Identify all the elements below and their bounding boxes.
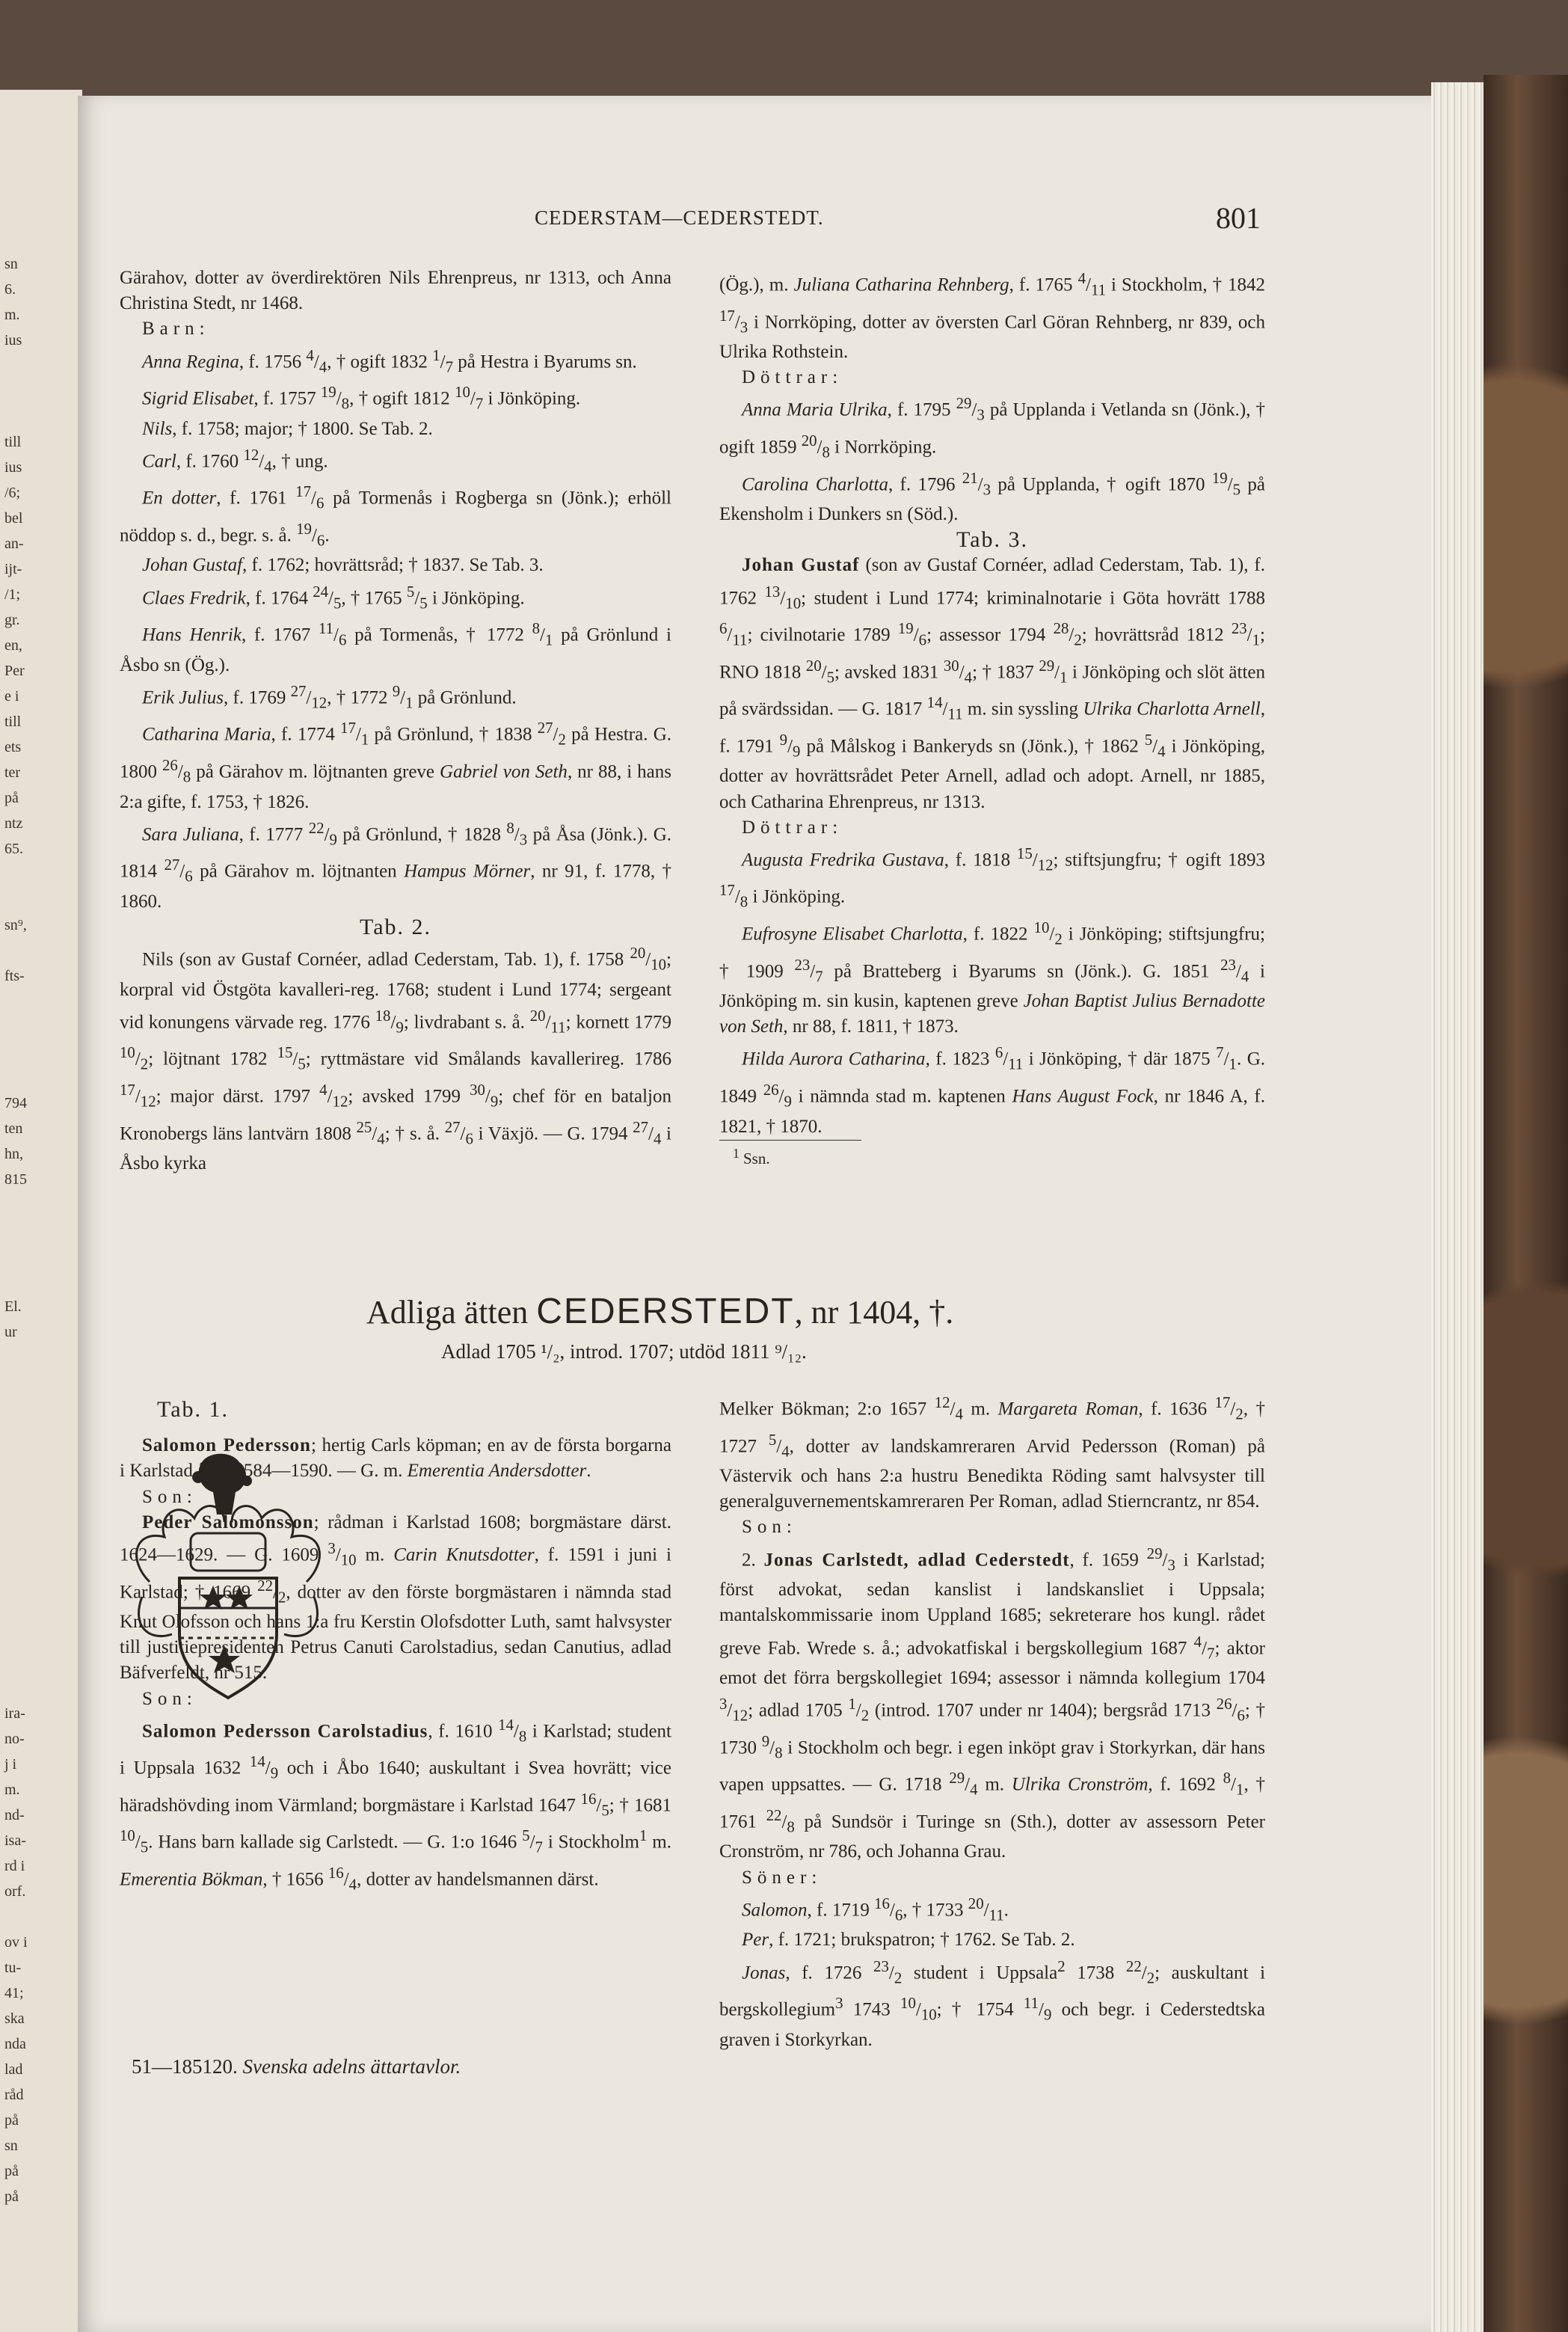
column-top-right [719,266,1265,1171]
entry-paragraph: En dotter, f. 1761 $^{17}/_6$ på Tormenås i Rogberga sn (Jönk.); erhöll nöddop s. d., begr. s. å. $^{19}/_6$. [120,482,671,550]
margin-fragment: El. [4,1298,22,1315]
heading-prefix: Adliga ätten [366,1294,529,1331]
margin-fragment: ur [4,1324,17,1340]
entry-paragraph: Anna Regina, f. 1756 $^4/_4$, † ogift 1832 $^1/_7$ på Hestra i Byarums sn. [142,346,637,375]
signature-title: Svenska adelns ättartavlor. [242,2055,461,2078]
entry-paragraph: Söner: [742,1867,823,1888]
margin-fragment: hn, [4,1146,23,1162]
margin-fragment: bel [4,510,23,527]
entry-paragraph: Peder Salomonsson; rådman i Karlstad 1608; borgmästare därst. 1624—1629. — G. 1609 $^3/_{10}$ m. Carin Knutsdotter, f. 1591 i juni i Karlstad; † 1669 $^{22}/_2$, dotter av den förste borgmästaren i nämnda stad Knut Olofsson och hans 1:a fru Kerstin Olofsdotter Luth, samt halvsyster till justitiepresidenten Petrus Canuti Carolstadius, sedan Canutius, adlad Bäfverfeldt, nr 515. [120,1512,672,1684]
table-heading: Tab. 3. [956,527,1029,553]
book-cover [1484,75,1568,2332]
column-top-left [120,266,671,1176]
footnote: $^1$ Ssn. [733,1145,770,1167]
entry-paragraph: Johan Gustaf, f. 1762; hovrättsråd; † 1837. Se Tab. 3. [142,555,544,576]
margin-fragment: rd i [4,1858,25,1874]
margin-fragment: ijt- [4,561,22,577]
entry-paragraph: Son: [142,1486,197,1507]
margin-fragment: ius [4,459,22,476]
margin-fragment: nd- [4,1807,25,1823]
entry-paragraph: Carl, f. 1760 $^{12}/_4$, † ung. [142,445,328,476]
entry-paragraph: Son: [142,1688,197,1709]
entry-paragraph: Nils (son av Gustaf Cornéer, adlad Cederstam, Tab. 1), f. 1758 $^{20}/_{10}$; korpral vid Östgöta kavalleri-reg. 1768; student i Lund 1774; sergeant vid konungens värvade reg. 1776 $^{18}/_9$; livdrabant s. å. $^{20}/_{11}$; kornett 1779 $^{10}/_2$; löjtnant 1782 $^{15}/_5$; ryttmästare vid Smålands kavallerireg. 1786 $^{17}/_{12}$; major därst. 1797 $^4/_{12}$; avsked 1799 $^{30}/_9$; chef för en bataljon Kronobergs läns lantvärn 1808 $^{25}/_4$; † s. å. $^{27}/_6$ i Växjö. — G. 1794 $^{27}/_4$ i Åsbo kyrka [120,944,671,1174]
entry-paragraph: Anna Maria Ulrika, f. 1795 $^{29}/_3$ på Upplanda i Vetlanda sn (Jönk.), † ogift 1859 $^{20}/_8$ i Norrköping. [719,394,1265,461]
margin-fragment: råd [4,2087,24,2103]
entry-paragraph: Catharina Maria, f. 1774 $^{17}/_1$ på Grönlund, † 1838 $^{27}/_2$ på Hestra. G. 1800 $^{26}/_8$ på Gärahov m. löjtnanten greve Gabriel von Seth, nr 88, i hans 2:a gifte, f. 1753, † 1826. [120,719,672,812]
running-title: CEDERSTAM—CEDERSTEDT. [535,206,824,229]
margin-fragment: /6; [4,485,21,501]
margin-fragment: Per [4,663,25,679]
entry-paragraph: Son: [742,1517,797,1538]
margin-fragment: ten [4,1120,23,1137]
margin-fragment: lad [4,2061,23,2078]
margin-fragment: på [4,2188,19,2205]
page-edges [1431,82,1484,2332]
margin-fragment: /1; [4,586,21,603]
entry-paragraph: Döttrar: [742,817,843,838]
entry-paragraph: (Ög.), m. Juliana Catharina Rehnberg, f. 1765 $^4/_{11}$ i Stockholm, † 1842 $^{17}/_3$ i Norrköping, dotter av översten Carl Göran Rehnberg, nr 839, och Ulrika Rothstein. [719,269,1265,363]
margin-fragment: nda [4,2036,26,2052]
facing-page-edge [0,90,82,2332]
column-bottom-left [120,1397,671,1897]
entry-paragraph: Claes Fredrik, f. 1764 $^{24}/_5$, † 1765 $^5/_5$ i Jönköping. [142,582,525,612]
margin-fragment: på [4,2163,19,2179]
margin-fragment: j i [4,1756,17,1773]
entry-paragraph: Johan Gustaf (son av Gustaf Cornéer, adlad Cederstam, Tab. 1), f. 1762 $^{13}/_{10}$; student i Lund 1774; kriminalnotarie i Göta hovrätt 1788 $^6/_{11}$; civilnotarie 1789 $^{19}/_6$; assessor 1794 $^{28}/_2$; hovrättsråd 1812 $^{23}/_1$; RNO 1818 $^{20}/_5$; avsked 1831 $^{30}/_4$; † 1837 $^{29}/_1$ i Jönköping och slöt ätten på svärdssidan. — G. 1817 $^{14}/_{11}$ m. sin syssling Ulrika Charlotta Arnell, f. 1791 $^9/_9$ på Målskog i Bankeryds sn (Jönk.), † 1862 $^5/_4$ i Jönköping, dotter av hovrättsrådet Peter Arnell, adlad och adopt. Arnell, nr 1885, och Catharina Ehrenpreus, nr 1313. [719,555,1266,812]
heading-family-name: CEDERSTEDT [536,1292,795,1331]
margin-fragment: sn [4,256,18,272]
margin-fragment: m. [4,1782,20,1798]
margin-fragment: orf. [4,1883,26,1900]
signature-number: 51—185120. [132,2055,238,2078]
margin-fragment: ira- [4,1705,25,1722]
margin-fragment: till [4,434,22,450]
margin-fragment: 41; [4,1985,24,2001]
margin-fragment: m. [4,307,20,323]
margin-fragment: på [4,2112,19,2129]
margin-fragment: an- [4,536,24,552]
margin-fragment: 815 [4,1171,27,1188]
section-heading [366,1291,953,1332]
page-number: 801 [1216,201,1261,235]
entry-paragraph: Hans Henrik, f. 1767 $^{11}/_6$ på Tormenås, † 1772 $^8/_1$ på Grönlund i Åsbo sn (Ög.). [120,619,671,675]
margin-fragment: ter [4,764,21,781]
margin-fragment: gr. [4,612,20,628]
margin-fragment: en, [4,637,22,654]
margin-fragment: fts- [4,968,25,984]
margin-fragment: sn [4,2138,18,2154]
entry-paragraph: Döttrar: [742,367,843,388]
margin-fragment: tu- [4,1960,22,1976]
entry-paragraph: Barn: [142,319,210,340]
margin-fragment: ius [4,332,22,349]
printer-signature [132,2055,461,2078]
margin-fragment: ska [4,2010,25,2027]
entry-paragraph: Melker Bökman; 2:o 1657 $^{12}/_4$ m. Margareta Roman, f. 1636 $^{17}/_2$, † 1727 $^5/_4$, dotter av landskamreraren Arvid Pedersson (Roman) på Västervik och hans 2:a hustru Benedikta Röding samt halvsyster till generalguvernementskamreraren Per Roman, adlad Stierncrantz, nr 854. [719,1393,1266,1512]
margin-fragment: ov i [4,1934,28,1951]
heading-suffix: , nr 1404, †. [794,1294,954,1331]
table-heading: Tab. 1. [157,1397,230,1422]
margin-fragment: ntz [4,815,23,832]
margin-fragment: no- [4,1731,25,1747]
entry-paragraph: Eufrosyne Elisabet Charlotta, f. 1822 $^{10}/_2$ i Jönköping; stiftsjungfru; † 1909 $^{23}/_7$ på Bratteberg i Byarums sn (Jönk.). G. 1851 $^{23}/_4$ i Jönköping m. sin kusin, kaptenen greve Johan Baptist Julius Bernadotte von Seth, nr 88, f. 1811, † 1873. [719,918,1266,1037]
entry-paragraph: Hilda Aurora Catharina, f. 1823 $^6/_{11}$ i Jönköping, † där 1875 $^7/_1$. G. 1849 $^{26}/_9$ i nämnda stad m. kaptenen Hans August Fock, nr 1846 A, f. 1821, † 1870. [719,1043,1266,1137]
margin-fragment: ets [4,739,22,755]
entry-paragraph: 2. Jonas Carlstedt, adlad Cederstedt, f. 1659 $^{29}/_3$ i Karlstad; först advokat, sedan kanslist i landskansliet i Uppsala; mantalskommissarie inom Uppland 1685; sekreterare hos kungl. rådet greve Fab. Wrede s. å.; advokatfiskal i bergskollegium 1687 $^4/_7$; aktor emot det förra bergskollegiet 1694; assessor i nämnda kollegium 1704 $^3/_{12}$; adlad 1705 $^1/_2$ (introd. 1707 under nr 1404); bergsråd 1713 $^{26}/_6$; † 1730 $^9/_8$ i Stockholm och begr. i egen inköpt grav i Storkyrkan, där hans vapen uppsattes. — G. 1718 $^{29}/_4$ m. Ulrika Cronström, f. 1692 $^8/_1$, † 1761 $^{22}/_8$ på Sundsör i Turinge sn (Sth.), dotter av assessorn Peter Cronström, nr 786, och Johanna Grau. [719,1544,1266,1862]
margin-fragment: e i [4,688,19,705]
table-heading: Tab. 2. [359,915,432,939]
entry-paragraph: Nils, f. 1758; major; † 1800. Se Tab. 2. [142,418,433,439]
section-subheading: Adlad 1705 ¹/₂, introd. 1707; utdöd 1811 ⁹/₁₂. [441,1340,807,1363]
margin-fragment: till [4,714,22,730]
entry-paragraph: Augusta Fredrika Gustava, f. 1818 $^{15}/_{12}$; stiftsjungfru; † ogift 1893 $^{17}/_8$ i Jönköping. [719,844,1265,911]
entry-paragraph: Carolina Charlotta, f. 1796 $^{21}/_3$ på Upplanda, † ogift 1870 $^{19}/_5$ på Ekensholm i Dunkers sn (Söd.). [719,468,1265,525]
entry-paragraph: Salomon Pedersson; hertig Carls köpman; en av de första borgarna i Karlstad åren 1584—1590. — G. m. Emerentia Andersdotter. [120,1435,672,1482]
entry-paragraph: Per, f. 1721; brukspatron; † 1762. Se Tab. 2. [742,1930,1075,1951]
margin-fragment: isa- [4,1832,26,1849]
column-bottom-right [719,1390,1265,2053]
entry-paragraph: Salomon Pedersson Carolstadius, f. 1610 $^{14}/_8$ i Karlstad; student i Uppsala 1632 $^{14}/_9$ och i Åbo 1640; auskultant i Svea hovrätt; vice häradshövding inom Värmland; borgmästare i Karlstad 1647 $^{16}/_5$; † 1681 $^{10}/_5$. Hans barn kallade sig Carlstedt. — G. 1:o 1646 $^5/_7$ i Stockholm$^1$ m. Emerentia Bökman, † 1656 $^{16}/_4$, dotter av handelsmannen därst. [120,1715,671,1894]
background-band [0,0,1568,97]
margin-fragment: 65. [4,841,23,857]
margin-fragment: på [4,790,19,806]
margin-fragment: sn⁹, [4,917,27,933]
margin-fragment: 6. [4,281,16,298]
entry-paragraph: Salomon, f. 1719 $^{16}/_6$, † 1733 $^{20}/_{11}$. [742,1894,1009,1924]
entry-paragraph: Sara Juliana, f. 1777 $^{22}/_9$ på Grönlund, † 1828 $^8/_3$ på Åsa (Jönk.). G. 1814 $^{27}/_6$ på Gärahov m. löjtnanten Hampus Mörner, nr 91, f. 1778, † 1860. [120,818,672,912]
entry-paragraph: Gärahov, dotter av överdirektören Nils Ehrenpreus, nr 1313, och Anna Christina Stedt, nr 1468. [120,268,671,314]
entry-paragraph: Jonas, f. 1726 $^{23}/_2$ student i Uppsala$^2$ 1738 $^{22}/_2$; auskultant i bergskollegium$^3$ 1743 $^{10}/_{10}$; † 1754 $^{11}/_9$ och begr. i Cederstedtska graven i Storkyrkan. [719,1957,1266,2050]
entry-paragraph: Erik Julius, f. 1769 $^{27}/_{12}$, † 1772 $^9/_1$ på Grönlund. [142,681,517,712]
margin-fragment: 794 [4,1095,27,1111]
entry-paragraph: Sigrid Elisabet, f. 1757 $^{19}/_8$, † ogift 1812 $^{10}/_7$ i Jönköping. [142,383,581,413]
